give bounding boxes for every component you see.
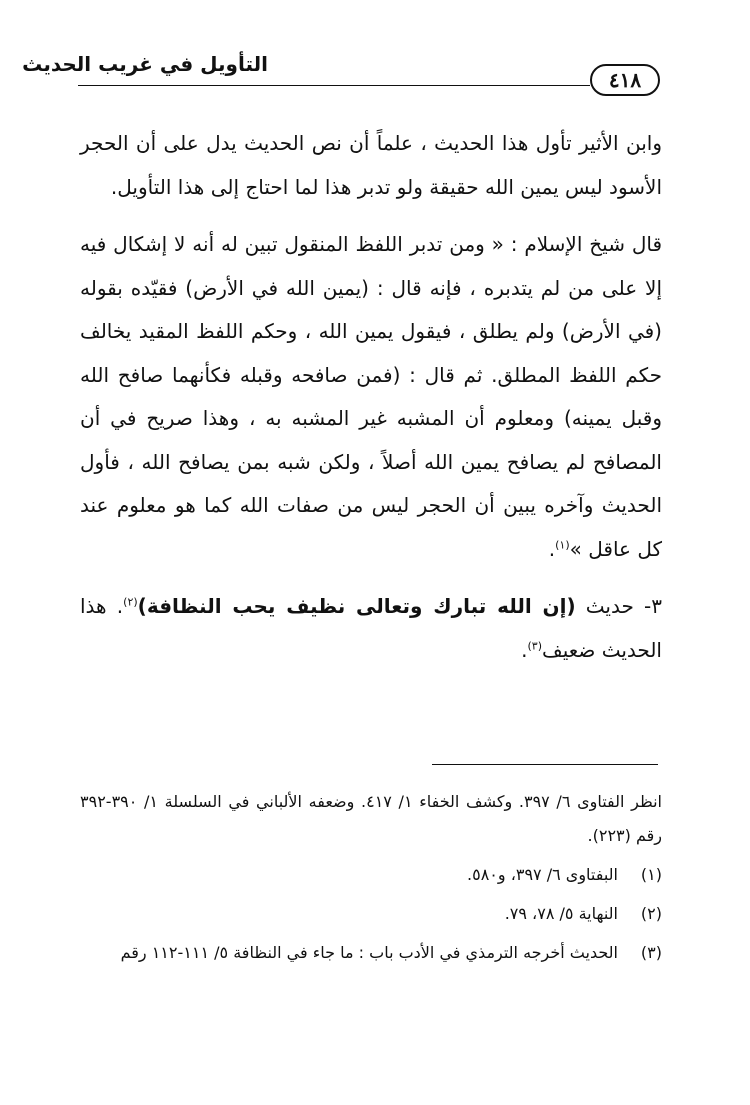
hadith-grade: . هذا الحديث ضعيف (80, 594, 662, 662)
footnote-ref-2: (٢) (123, 595, 138, 609)
period: . (521, 637, 528, 662)
quote-text: قال شيخ الإسلام : « ومن تدبر اللفظ المنقول تبين له أنه لا إشكال فيه إلا على من لم يتدبره ، فإنه قال : (يمين الله في الأرض) فقيّده بقوله (في الأرض) ولم يطلق ، فيقول يمين الله ، وحكم اللفظ المقيد يخالف حكم اللفظ المطلق. ثم قال : (فمن صافحه وقبله فكأنهما صافح الله وقبل يمينه) ومعلوم أن المشبه غير المشبه به ، وهذا صريح في أن المصافح لم يصافح يمين الله أصلاً ، ولكن شبه بمن يصافح الله ، فأول الحديث وآخره يبين أن الحجر ليس من صفات الله كما هو معلوم عند كل عاقل » (80, 232, 662, 561)
running-header (0, 0, 750, 110)
header-rule (78, 85, 590, 86)
footnote-separator (432, 764, 658, 765)
hadith-quote: (إن الله تبارك وتعالى نظيف يحب النظافة) (137, 594, 576, 618)
hadith-lead: ٣- حديث (585, 594, 662, 618)
paragraph-hadith-3 (80, 585, 662, 672)
paragraph-ibn-al-athir: وابن الأثير تأول هذا الحديث ، علماً أن نص الحديث يدل على أن الحجر الأسود ليس يمين الله حقيقة ولو تدبر هذا لما احتاج إلى هذا التأويل. (80, 131, 662, 199)
body-text (80, 122, 662, 672)
footnote-text: النهاية ٥/ ٧٨، ٧٩. (504, 904, 618, 923)
book-title: التأويل في غريب الحديث (22, 52, 268, 76)
footnote-item (80, 858, 662, 892)
footnotes (80, 785, 662, 970)
paragraph-shaykh-al-islam (80, 223, 662, 571)
footnote-number: (١) (640, 865, 662, 884)
footnote-item (80, 897, 662, 931)
footnote-text: الحديث أخرجه الترمذي في الأدب باب : ما جاء في النظافة ٥/ ١١١-١١٢ رقم (120, 943, 618, 962)
footnote-ref-1: (١) (555, 537, 570, 551)
footnote-number: (٣) (640, 943, 662, 962)
footnote-item (80, 936, 662, 970)
footnote-continuation: انظر الفتاوى ٦/ ٣٩٧. وكشف الخفاء ١/ ٤١٧. وضعفه الألباني في السلسلة ١/ ٣٩٠-٣٩٢ رقم (٢٢٣). (80, 792, 662, 845)
page-number: ٤١٨ (590, 64, 660, 96)
period: . (548, 536, 556, 561)
footnote-text: البفتاوى ٦/ ٣٩٧، و٥٨٠. (467, 865, 618, 884)
footnote-number: (٢) (640, 904, 662, 923)
footnote-ref-3: (٣) (527, 638, 542, 652)
